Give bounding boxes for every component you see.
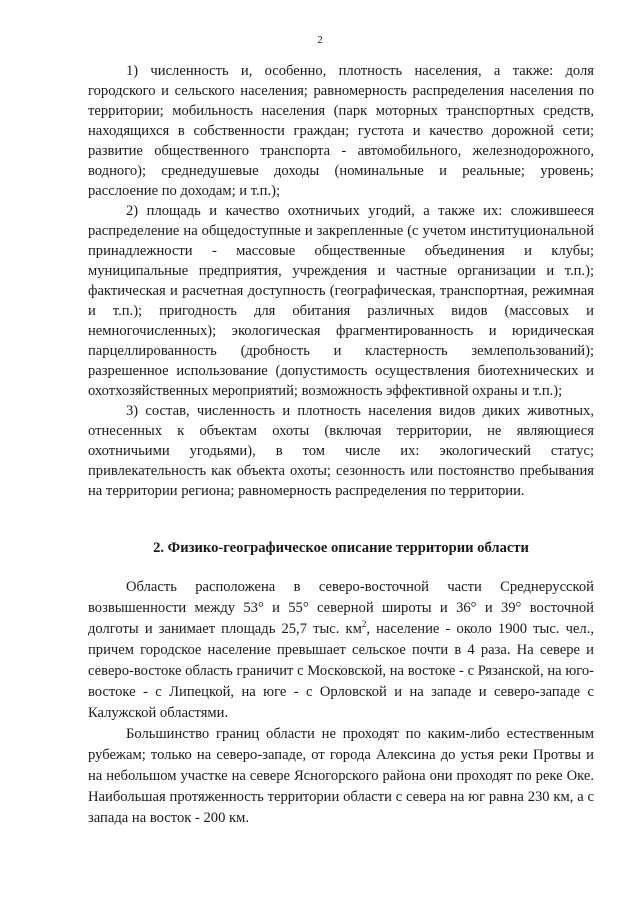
section-paragraph-2: Большинство границ области не проходят по каким-либо естественным рубежам; только на северо-западе, от города Алексина до устья реки Протвы и на небольшом участке на севере Ясногорского района они проходят по реке Оке. Наибольшая протяженность территории области с севера на юг равна 230 км, а с запада на восток - 200 км. [88, 726, 594, 826]
section-paragraph-1 [88, 577, 594, 724]
paragraph-text: , население - около 1900 тыс. чел., причем городское население превышает сельское почти в 4 раза. На севере и северо-востоке область граничит с Московской, на востоке - с Рязанской, на юго-востоке - с Липецкой, на юге - с Орловской и на западе и северо-западе с Калужской областями. [88, 621, 594, 721]
list-item-2: 2) площадь и качество охотничьих угодий, а также их: сложившееся распределение на общедоступные и закрепленные (с учетом институциональной принадлежности - массовые общественные объединения и клубы; муниципальные предприятия, учреждения и частные организации и т.п.); фактическая и расчетная доступность (географическая, транспортная, режимная и т.п.); пригодность для обитания различных видов (массовых и немногочисленных); экологическая фрагментированность и юридическая парцеллированность (дробность и кластерность землепользований); разрешенное использование (допустимость осуществления биотехнических и охотхозяйственных мероприятий; возможность эффективной охраны и т.п.); [88, 203, 594, 399]
page-number: 2 [317, 34, 323, 46]
list-item-1: 1) численность и, особенно, плотность населения, а также: доля городского и сельского населения; равномерность распределения населения по территории; мобильность населения (парк моторных транспортных средств, находящихся в собственности граждан; густота и качество дорожной сети; развитие общественного транспорта - автомобильного, железнодорожного, водного); среднедушевые доходы (номинальные и реальные; уровень; расслоение по доходам; и т.п.); [88, 63, 594, 199]
document-body [88, 61, 594, 829]
superscript: 2 [361, 619, 367, 630]
list-item-3: 3) состав, численность и плотность населения видов диких животных, отнесенных к объектам охоты (включая территории, не являющиеся охотничьими угодьями), в том числе их: экологический статус; привлекательность как объекта охоты; сезонность или постоянство пребывания на территории региона; равномерность распределения по территории. [88, 403, 594, 499]
section-physical-geography [88, 538, 594, 829]
section-heading: 2. Физико-географическое описание территории области [153, 540, 529, 556]
paragraph-text: Область расположена в северо-восточной части Среднерусской возвышенности между 53° и 55° северной широты и 36° и 39° восточной долготы и занимает площадь 25,7 тыс. км [88, 579, 594, 637]
